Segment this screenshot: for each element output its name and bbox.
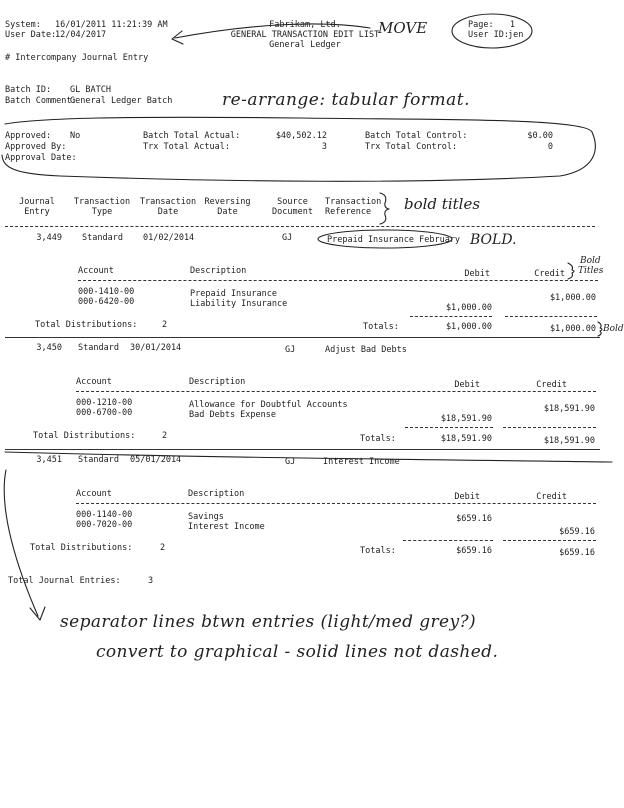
entry-journal: 3,451: [36, 455, 62, 465]
annotation-separator-note-2: convert to graphical - solid lines not dashed.: [96, 642, 499, 662]
batch-comment-label: Batch Comment:: [5, 96, 77, 106]
journal-type: # Intercompany Journal Entry: [5, 53, 149, 63]
entry-type: Standard: [82, 233, 123, 243]
dist-header-description: Description: [189, 377, 246, 387]
dist-account: 000-1210-00: [76, 398, 133, 408]
batch-id-value: GL BATCH: [70, 85, 111, 95]
col-journal-1: Journal: [19, 197, 55, 207]
col-source-1: Source: [277, 197, 308, 207]
dist-header-debit: Debit: [454, 380, 480, 390]
dist-account: 000-7020-00: [76, 520, 133, 530]
approved-by-label: Approved By:: [5, 142, 67, 152]
dist-account: 000-6420-00: [78, 297, 135, 307]
totals-label: Totals:: [363, 322, 399, 332]
user-id-value: jen: [508, 30, 524, 40]
entry-source: GJ: [285, 457, 296, 467]
total-distributions-value: 2: [162, 431, 168, 441]
entry-date: 30/01/2014: [130, 343, 182, 353]
trx-total-control-label: Trx Total Control:: [365, 142, 458, 152]
total-credit: $18,591.90: [543, 436, 595, 446]
batch-total-actual-value: $40,502.12: [275, 131, 327, 141]
entry-source: GJ: [282, 233, 293, 243]
dist-header-debit: Debit: [454, 492, 480, 502]
totals-label: Totals:: [360, 546, 396, 556]
dist-description: Liability Insurance: [190, 299, 288, 309]
total-debit: $1,000.00: [445, 322, 492, 332]
approved-value: No: [70, 131, 81, 141]
annotation-bold-titles: bold titles: [404, 195, 481, 213]
report-title: GENERAL TRANSACTION EDIT LIST: [230, 30, 380, 40]
entry-divider: [5, 452, 612, 462]
dist-debit: $18,591.90: [440, 414, 492, 424]
dist-account: 000-1140-00: [76, 510, 133, 520]
col-trx-type-1: Transaction: [73, 197, 131, 207]
batch-id-label: Batch ID:: [5, 85, 52, 95]
annotation-separator-note-1: separator lines btwn entries (light/med grey?): [60, 612, 477, 632]
annotation-bold: BOLD.: [470, 232, 517, 248]
total-distributions-value: 2: [162, 320, 168, 330]
approved-label: Approved:: [5, 131, 52, 141]
total-journal-entries-label: Total Journal Entries:: [8, 576, 121, 586]
annotation-move: MOVE: [378, 19, 428, 37]
bold-titles-brace: [380, 193, 389, 224]
col-reference-1: Transaction: [325, 197, 382, 207]
user-id-label: User ID:: [468, 30, 509, 40]
annotation-bold-small: Bold: [603, 324, 624, 334]
total-credit: $1,000.00: [549, 324, 596, 334]
page-number: 1: [509, 20, 515, 30]
total-credit: $659.16: [559, 548, 595, 558]
ledger-name: General Ledger: [269, 40, 341, 50]
entry-journal: 3,449: [36, 233, 62, 243]
batch-loop: [2, 117, 595, 181]
dist-header-debit: Debit: [464, 269, 490, 279]
annotation-rearrange: re-arrange: tabular format.: [222, 90, 471, 110]
entry-reference: Adjust Bad Debts: [325, 345, 407, 355]
dist-description: Savings: [188, 512, 224, 522]
col-reference-2: Reference: [325, 207, 372, 217]
move-arrow: [175, 24, 370, 38]
batch-total-control-label: Batch Total Control:: [365, 131, 468, 141]
dist-header-account: Account: [78, 266, 114, 276]
dist-description: Prepaid Insurance: [190, 289, 277, 299]
entry-journal: 3,450: [36, 343, 62, 353]
batch-total-actual-label: Batch Total Actual:: [143, 131, 241, 141]
separator-arrow: [4, 470, 38, 616]
total-distributions-label: Total Distributions:: [35, 320, 138, 330]
total-debit: $18,591.90: [440, 434, 492, 444]
entry-source: GJ: [285, 345, 296, 355]
dist-account: 000-1410-00: [78, 287, 135, 297]
annotation-bold-titles-small-2: Titles: [578, 266, 604, 276]
batch-comment-value: General Ledger Batch: [70, 96, 173, 106]
dist-credit: $659.16: [559, 527, 595, 537]
system-value: 16/01/2011 11:21:39 AM: [55, 20, 168, 30]
dist-account: 000-6700-00: [76, 408, 133, 418]
dist-credit: $1,000.00: [549, 293, 596, 303]
dist-credit: $18,591.90: [543, 404, 595, 414]
total-distributions-label: Total Distributions:: [33, 431, 136, 441]
dist-header-account: Account: [76, 377, 112, 387]
totals-label: Totals:: [360, 434, 396, 444]
batch-total-control-value: $0.00: [527, 131, 553, 141]
page-label: Page:: [468, 20, 494, 30]
total-credit-brace: [598, 322, 602, 336]
dist-debit: $659.16: [456, 514, 492, 524]
col-rev-date-1: Reversing: [204, 197, 251, 207]
trx-total-actual-value: 3: [321, 142, 327, 152]
page-userid-circle: [452, 14, 532, 48]
entry-reference: Prepaid Insurance February: [327, 235, 461, 245]
col-trx-date-1: Transaction: [139, 197, 197, 207]
total-journal-entries-value: 3: [148, 576, 154, 586]
dist-debit: $1,000.00: [445, 303, 492, 313]
dist-header-description: Description: [190, 266, 247, 276]
dist-header-account: Account: [76, 489, 112, 499]
dist-header-credit: Credit: [536, 492, 567, 502]
entry-date: 05/01/2014: [130, 455, 182, 465]
user-date-value: 12/04/2017: [55, 30, 107, 40]
trx-total-control-value: 0: [547, 142, 553, 152]
dist-header-credit: Credit: [534, 269, 565, 279]
col-trx-date-2: Date: [157, 207, 179, 217]
trx-total-actual-label: Trx Total Actual:: [143, 142, 230, 152]
reference-circle: [318, 230, 452, 248]
dist-header-credit: Credit: [536, 380, 567, 390]
approval-date-label: Approval Date:: [5, 153, 77, 163]
annotation-bold-titles-small-1: Bold: [580, 256, 601, 266]
company-name: Fabrikam, Ltd.: [269, 20, 341, 30]
dist-description: Allowance for Doubtful Accounts: [189, 400, 348, 410]
entry-date: 01/02/2014: [143, 233, 195, 243]
entry-reference: Interest Income: [323, 457, 400, 467]
col-trx-type-2: Type: [91, 207, 113, 217]
entry-type: Standard: [78, 455, 119, 465]
total-debit: $659.16: [456, 546, 492, 556]
system-label: System:: [5, 20, 41, 30]
user-date-label: User Date:: [5, 30, 57, 40]
col-rev-date-2: Date: [217, 207, 238, 217]
dist-header-description: Description: [188, 489, 245, 499]
credit-brace: [568, 263, 574, 279]
col-source-2: Document: [272, 207, 313, 217]
dist-description: Bad Debts Expense: [189, 410, 276, 420]
col-journal-2: Entry: [24, 207, 50, 217]
dist-description: Interest Income: [188, 522, 265, 532]
entry-type: Standard: [78, 343, 119, 353]
total-distributions-label: Total Distributions:: [30, 543, 133, 553]
total-distributions-value: 2: [160, 543, 166, 553]
